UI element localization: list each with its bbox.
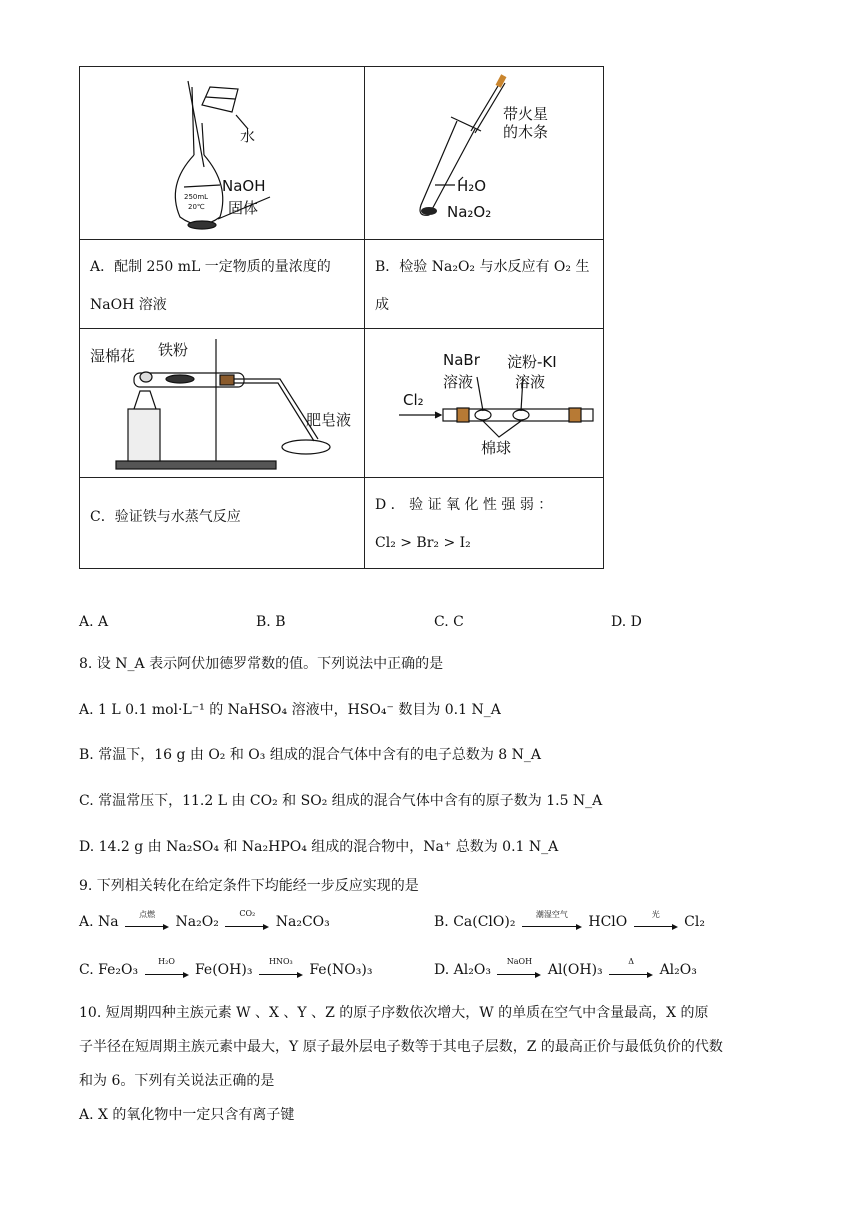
- q10-option-a: A. X 的氧化物中一定只含有离子键: [79, 1107, 295, 1123]
- q9-b-s3: Cl₂: [684, 914, 705, 930]
- label-cl2: Cl₂: [403, 391, 424, 409]
- q9-a-label: A.: [79, 914, 94, 930]
- caption-c: [80, 478, 365, 569]
- q9-b-s1: Ca(ClO)₂: [453, 914, 516, 930]
- q9-a-s1: Na: [98, 914, 119, 930]
- caption-b-line1: B．检验 Na₂O₂ 与水反应有 O₂ 生: [375, 259, 590, 275]
- caption-c-line: C．验证铁与水蒸气反应: [90, 509, 241, 525]
- q9-d-s3: Al₂O₃: [659, 962, 697, 978]
- q9-d-arrow2: [609, 957, 653, 977]
- q9-d-arrow1: [497, 957, 541, 977]
- q8-option-a: A. 1 L 0.1 mol·L⁻¹ 的 NaHSO₄ 溶液中，HSO₄⁻ 数目为 0.1 N_A: [79, 702, 501, 718]
- q7-option-d: D. D: [611, 614, 642, 630]
- label-nabr: NaBr: [443, 351, 480, 369]
- caption-b-line2: 成: [375, 297, 389, 313]
- q9-option-d: [434, 957, 697, 978]
- q9-c-cond1: H₂O: [158, 957, 175, 966]
- q9-option-a: [79, 909, 330, 930]
- q9-b-cond2: 光: [651, 910, 660, 919]
- q10-line-2: 子半径在短周期主族元素中最大，Y 原子最外层电子数等于其电子层数，Z 的最高正价与最低负价的代数: [79, 1039, 723, 1055]
- label-wet-cotton: 湿棉花: [90, 347, 136, 365]
- q9-c-label: C.: [79, 962, 94, 978]
- label-nabr-solution: 溶液: [443, 373, 474, 391]
- caption-a: [80, 240, 365, 329]
- q10-line-3: 和为 6。下列有关说法正确的是: [79, 1073, 275, 1089]
- q9-b-label: B.: [434, 914, 449, 930]
- q9-a-s3: Na₂CO₃: [275, 914, 330, 930]
- q9-c-cond2: HNO₃: [269, 957, 293, 966]
- figure-a: [80, 67, 365, 240]
- label-naoh: NaOH: [222, 177, 266, 195]
- q9-d-cond1: NaOH: [506, 957, 533, 966]
- label-soap: 肥皂液: [306, 411, 352, 429]
- label-stick-2: 的木条: [503, 123, 549, 141]
- label-starch-ki: 淀粉-KI: [507, 353, 557, 371]
- q9-d-label: D.: [434, 962, 450, 978]
- q9-d-cond2: Δ: [628, 957, 634, 966]
- label-ki-solution: 溶液: [515, 373, 546, 391]
- caption-a-line2: NaOH 溶液: [90, 297, 167, 313]
- q9-c-arrow1: [145, 957, 189, 977]
- q9-b-arrow1: [522, 910, 582, 929]
- q9-c-s2: Fe(OH)₃: [194, 962, 253, 978]
- label-na2o2: Na₂O₂: [447, 203, 492, 221]
- caption-a-line1: A．配制 250 mL 一定物质的量浓度的: [90, 259, 331, 275]
- q9-option-c: [79, 957, 373, 978]
- label-cotton-ball: 棉球: [481, 439, 512, 457]
- q7-option-a: A. A: [79, 614, 109, 630]
- q8-stem: 8. 设 N_A 表示阿伏加德罗常数的值。下列说法中正确的是: [79, 656, 444, 672]
- label-solid: 固体: [228, 199, 259, 217]
- q9-b-s2: HClO: [588, 914, 628, 930]
- q9-b-cond1: 潮湿空气: [535, 910, 568, 919]
- q9-a-cond1: 点燃: [139, 910, 156, 919]
- q7-option-b: B. B: [256, 614, 286, 630]
- caption-d-line1: D ． 验 证 氧 化 性 强 弱 ：: [375, 497, 553, 513]
- q9-c-s1: Fe₂O₃: [98, 962, 139, 978]
- q9-c-arrow2: [259, 957, 303, 977]
- q9-c-s3: Fe(NO₃)₃: [309, 962, 373, 978]
- label-h2o: H₂O: [457, 177, 487, 195]
- q9-stem: 9. 下列相关转化在给定条件下均能经一步反应实现的是: [79, 878, 419, 894]
- caption-d: [365, 478, 604, 569]
- figure-d: [365, 329, 604, 478]
- q8-option-d: D. 14.2 g 由 Na₂SO₄ 和 Na₂HPO₄ 组成的混合物中，Na⁺ 总数为 0.1 N_A: [79, 839, 559, 855]
- label-flask-temp: 20℃: [188, 203, 205, 211]
- q9-b-arrow2: [634, 910, 678, 929]
- q10-line-1: 10. 短周期四种主族元素 W 、X 、Y 、Z 的原子序数依次增大，W 的单质在空气中含量最高，X 的原: [79, 1005, 709, 1021]
- beaker-shape: [202, 87, 238, 112]
- q8-option-b: B. 常温下，16 g 由 O₂ 和 O₃ 组成的混合气体中含有的电子总数为 8 N_A: [79, 747, 542, 763]
- figure-c: [80, 329, 365, 478]
- q8-option-c: C. 常温常压下，11.2 L 由 CO₂ 和 SO₂ 组成的混合气体中含有的原子数为 1.5 N_A: [79, 793, 603, 809]
- q9-a-arrow1: [125, 910, 169, 929]
- q7-option-c: C. C: [434, 614, 464, 630]
- q9-d-s2: Al(OH)₃: [547, 962, 603, 978]
- q9-a-cond2: CO₂: [239, 909, 256, 918]
- q9-option-b: [434, 910, 705, 930]
- q9-d-s1: Al₂O₃: [453, 962, 491, 978]
- caption-d-line2: Cl₂ > Br₂ > I₂: [375, 535, 471, 551]
- label-water: 水: [240, 127, 256, 145]
- q9-a-s2: Na₂O₂: [175, 914, 219, 930]
- label-iron-powder: 铁粉: [158, 341, 189, 359]
- q9-a-arrow2: [225, 909, 269, 929]
- label-stick-1: 带火星: [503, 105, 549, 123]
- experiment-table: [79, 66, 604, 569]
- caption-b: [365, 240, 604, 329]
- volumetric-flask-figure: [80, 67, 364, 239]
- label-flask-volume: 250mL: [184, 193, 209, 201]
- figure-b: [365, 67, 604, 240]
